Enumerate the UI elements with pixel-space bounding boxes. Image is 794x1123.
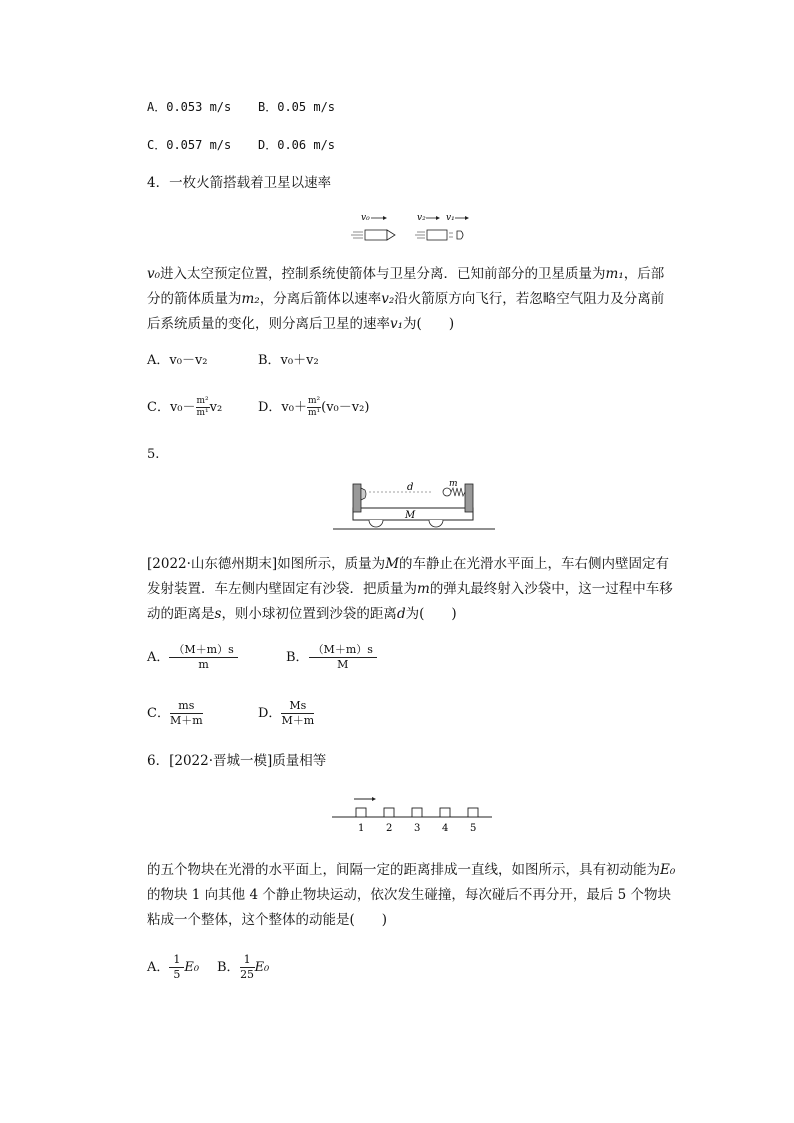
q6-option-b-num: 1 bbox=[240, 953, 255, 968]
q4-option-a: A．v₀－v₂ bbox=[147, 353, 208, 368]
q4-option-d-num: m² bbox=[307, 396, 321, 406]
q6-option-a-den: 5 bbox=[173, 968, 181, 981]
q6-body-text-1: 的五个物块在光滑的水平面上，间隔一定的距离排成一直线，如图所示，具有初动能为 bbox=[147, 862, 660, 878]
q5-body-text-3: 的弹丸最终射入沙袋中，这一过程中车移动的距离是 bbox=[147, 581, 673, 622]
q5-option-c-fraction bbox=[170, 699, 203, 728]
q6-block-4 bbox=[440, 808, 450, 817]
q4-option-d-den: m¹ bbox=[307, 408, 321, 418]
q6-option-a-fraction bbox=[169, 953, 184, 982]
q4-option-c bbox=[147, 392, 222, 424]
q3-option-d: D．0.06 m/s bbox=[258, 138, 336, 152]
q4-option-d-fraction bbox=[307, 396, 321, 419]
q3-option-c: C．0.057 m/s bbox=[147, 138, 232, 152]
q4-option-d-post: (v₀－v₂) bbox=[321, 400, 370, 415]
q6-body-E0: E₀ bbox=[660, 862, 676, 878]
q5-option-a-fraction bbox=[169, 643, 237, 672]
q5-option-d bbox=[258, 696, 314, 732]
q5-body-s: s bbox=[214, 606, 222, 622]
q4-option-c-den: m¹ bbox=[196, 408, 209, 418]
q5-option-c-den: M＋m bbox=[169, 714, 203, 727]
q5-option-b-fraction bbox=[309, 643, 377, 672]
q6-option-b-label: B． bbox=[217, 960, 240, 975]
q5-body-text-2: 的车静止在光滑水平面上，车右侧内壁固定有发射装置．车左侧内壁固定有沙袋．把质量为 bbox=[147, 556, 670, 597]
q5-option-d-num: Ms bbox=[281, 699, 314, 714]
q5-option-d-den: M＋m bbox=[281, 714, 315, 727]
q4-body-text-1: 进入太空预定位置，控制系统使箭体与卫星分离．已知前部分的卫星质量为 bbox=[160, 266, 606, 282]
q5-body-text-5: 为( ) bbox=[405, 606, 457, 622]
q3-option-a: A．0.053 m/s bbox=[147, 100, 232, 114]
q5-option-a bbox=[147, 640, 238, 676]
q6-block-2 bbox=[384, 808, 394, 817]
q6-option-a bbox=[147, 950, 199, 986]
q4-body-text-5: 为( ) bbox=[403, 316, 455, 332]
q4-option-b: B．v₀＋v₂ bbox=[258, 353, 319, 368]
q5-body-M: M bbox=[385, 556, 400, 572]
q6-fig-label-4: 4 bbox=[442, 823, 449, 834]
q5-body-text-1: 如图所示，质量为 bbox=[277, 556, 386, 572]
q5-option-b-num: （M＋m）s bbox=[309, 643, 377, 658]
q6-block-1 bbox=[356, 808, 366, 817]
q4-body bbox=[147, 262, 677, 337]
q4-fig-v0-label: v₀ bbox=[361, 213, 370, 223]
q4-body-text-4: 沿火箭原方向飞行，若忽略空气阻力及分离前后系统质量的变化，则分离后卫星的速率 bbox=[147, 291, 665, 332]
q5-option-a-den: m bbox=[198, 658, 209, 671]
q5-option-d-label: D． bbox=[258, 706, 282, 721]
q6-block-5 bbox=[468, 808, 478, 817]
q5-cart-figure bbox=[333, 478, 495, 536]
q4-body-text-2: ，后部分的箭体质量为 bbox=[147, 266, 665, 307]
q6-fig-label-1: 1 bbox=[358, 823, 365, 834]
q4-fig-v1-label: v₁ bbox=[446, 213, 455, 223]
q5-body bbox=[147, 552, 677, 627]
q5-option-b-den: M bbox=[337, 658, 349, 671]
q5-fig-d-label: d bbox=[407, 482, 414, 493]
q5-source-tag: [2022·山东德州期末] bbox=[147, 556, 278, 572]
q6-fig-label-2: 2 bbox=[386, 823, 393, 834]
q4-fig-v2-label: v₂ bbox=[417, 213, 426, 223]
q6-stem: 6．[2022·晋城一模]质量相等 bbox=[147, 753, 327, 769]
q5-option-b bbox=[286, 640, 377, 676]
q6-option-a-post: E₀ bbox=[184, 960, 200, 975]
q6-fig-label-5: 5 bbox=[470, 823, 477, 834]
q6-option-b-fraction bbox=[240, 953, 255, 982]
q6-option-b-den: 25 bbox=[240, 968, 255, 981]
q5-body-text-4: ，则小球初位置到沙袋的距离 bbox=[221, 606, 397, 622]
q6-fig-label-3: 3 bbox=[414, 823, 421, 834]
q5-fig-ball bbox=[443, 488, 451, 496]
q5-option-a-num: （M＋m）s bbox=[169, 643, 237, 658]
q4-option-c-pre: C．v₀－ bbox=[147, 400, 196, 415]
q6-option-a-num: 1 bbox=[169, 953, 184, 968]
q6-blocks-figure bbox=[332, 793, 492, 835]
q5-option-c-label: C． bbox=[147, 706, 170, 721]
q6-option-a-label: A． bbox=[147, 960, 170, 975]
q6-body-text-2: 的物块 1 向其他 4 个静止物块运动，依次发生碰撞，每次碰后不再分开，最后 5 个物块粘成一个整体，这个整体的动能是( ) bbox=[147, 887, 672, 928]
q5-option-c bbox=[147, 696, 203, 732]
q4-stem: 4．一枚火箭搭载着卫星以速率 bbox=[147, 175, 332, 191]
q5-body-d: d bbox=[396, 606, 406, 622]
q4-option-c-fraction bbox=[196, 396, 210, 419]
q4-option-c-post: v₂ bbox=[209, 400, 223, 415]
q4-option-c-num: m² bbox=[196, 396, 209, 406]
q6-block-3 bbox=[412, 808, 422, 817]
q5-body-m: m bbox=[417, 581, 430, 597]
q3-option-b: B．0.05 m/s bbox=[258, 100, 336, 114]
q4-body-v0: v₀ bbox=[147, 266, 161, 282]
q5-option-c-num: ms bbox=[170, 699, 203, 714]
q4-body-v2: v₂ bbox=[381, 291, 395, 307]
q4-body-m2: m₂ bbox=[241, 291, 260, 307]
q5-option-a-label: A． bbox=[147, 650, 170, 665]
q6-body bbox=[147, 858, 677, 933]
q5-fig-M-label: M bbox=[405, 510, 416, 521]
q4-rocket-figure bbox=[345, 208, 475, 244]
q6-option-b-post: E₀ bbox=[254, 960, 270, 975]
q5-number: 5. bbox=[147, 447, 160, 462]
q4-body-text-3: ，分离后箭体以速率 bbox=[259, 291, 382, 307]
q4-option-d-pre: D．v₀＋ bbox=[258, 400, 307, 415]
q5-fig-m-label: m bbox=[449, 479, 458, 489]
q4-option-d bbox=[258, 392, 369, 424]
q5-option-b-label: B． bbox=[286, 650, 309, 665]
q4-body-v1: v₁ bbox=[390, 316, 404, 332]
q6-option-b bbox=[217, 950, 269, 986]
q5-option-d-fraction bbox=[281, 699, 314, 728]
q4-body-m1: m₁ bbox=[605, 266, 624, 282]
